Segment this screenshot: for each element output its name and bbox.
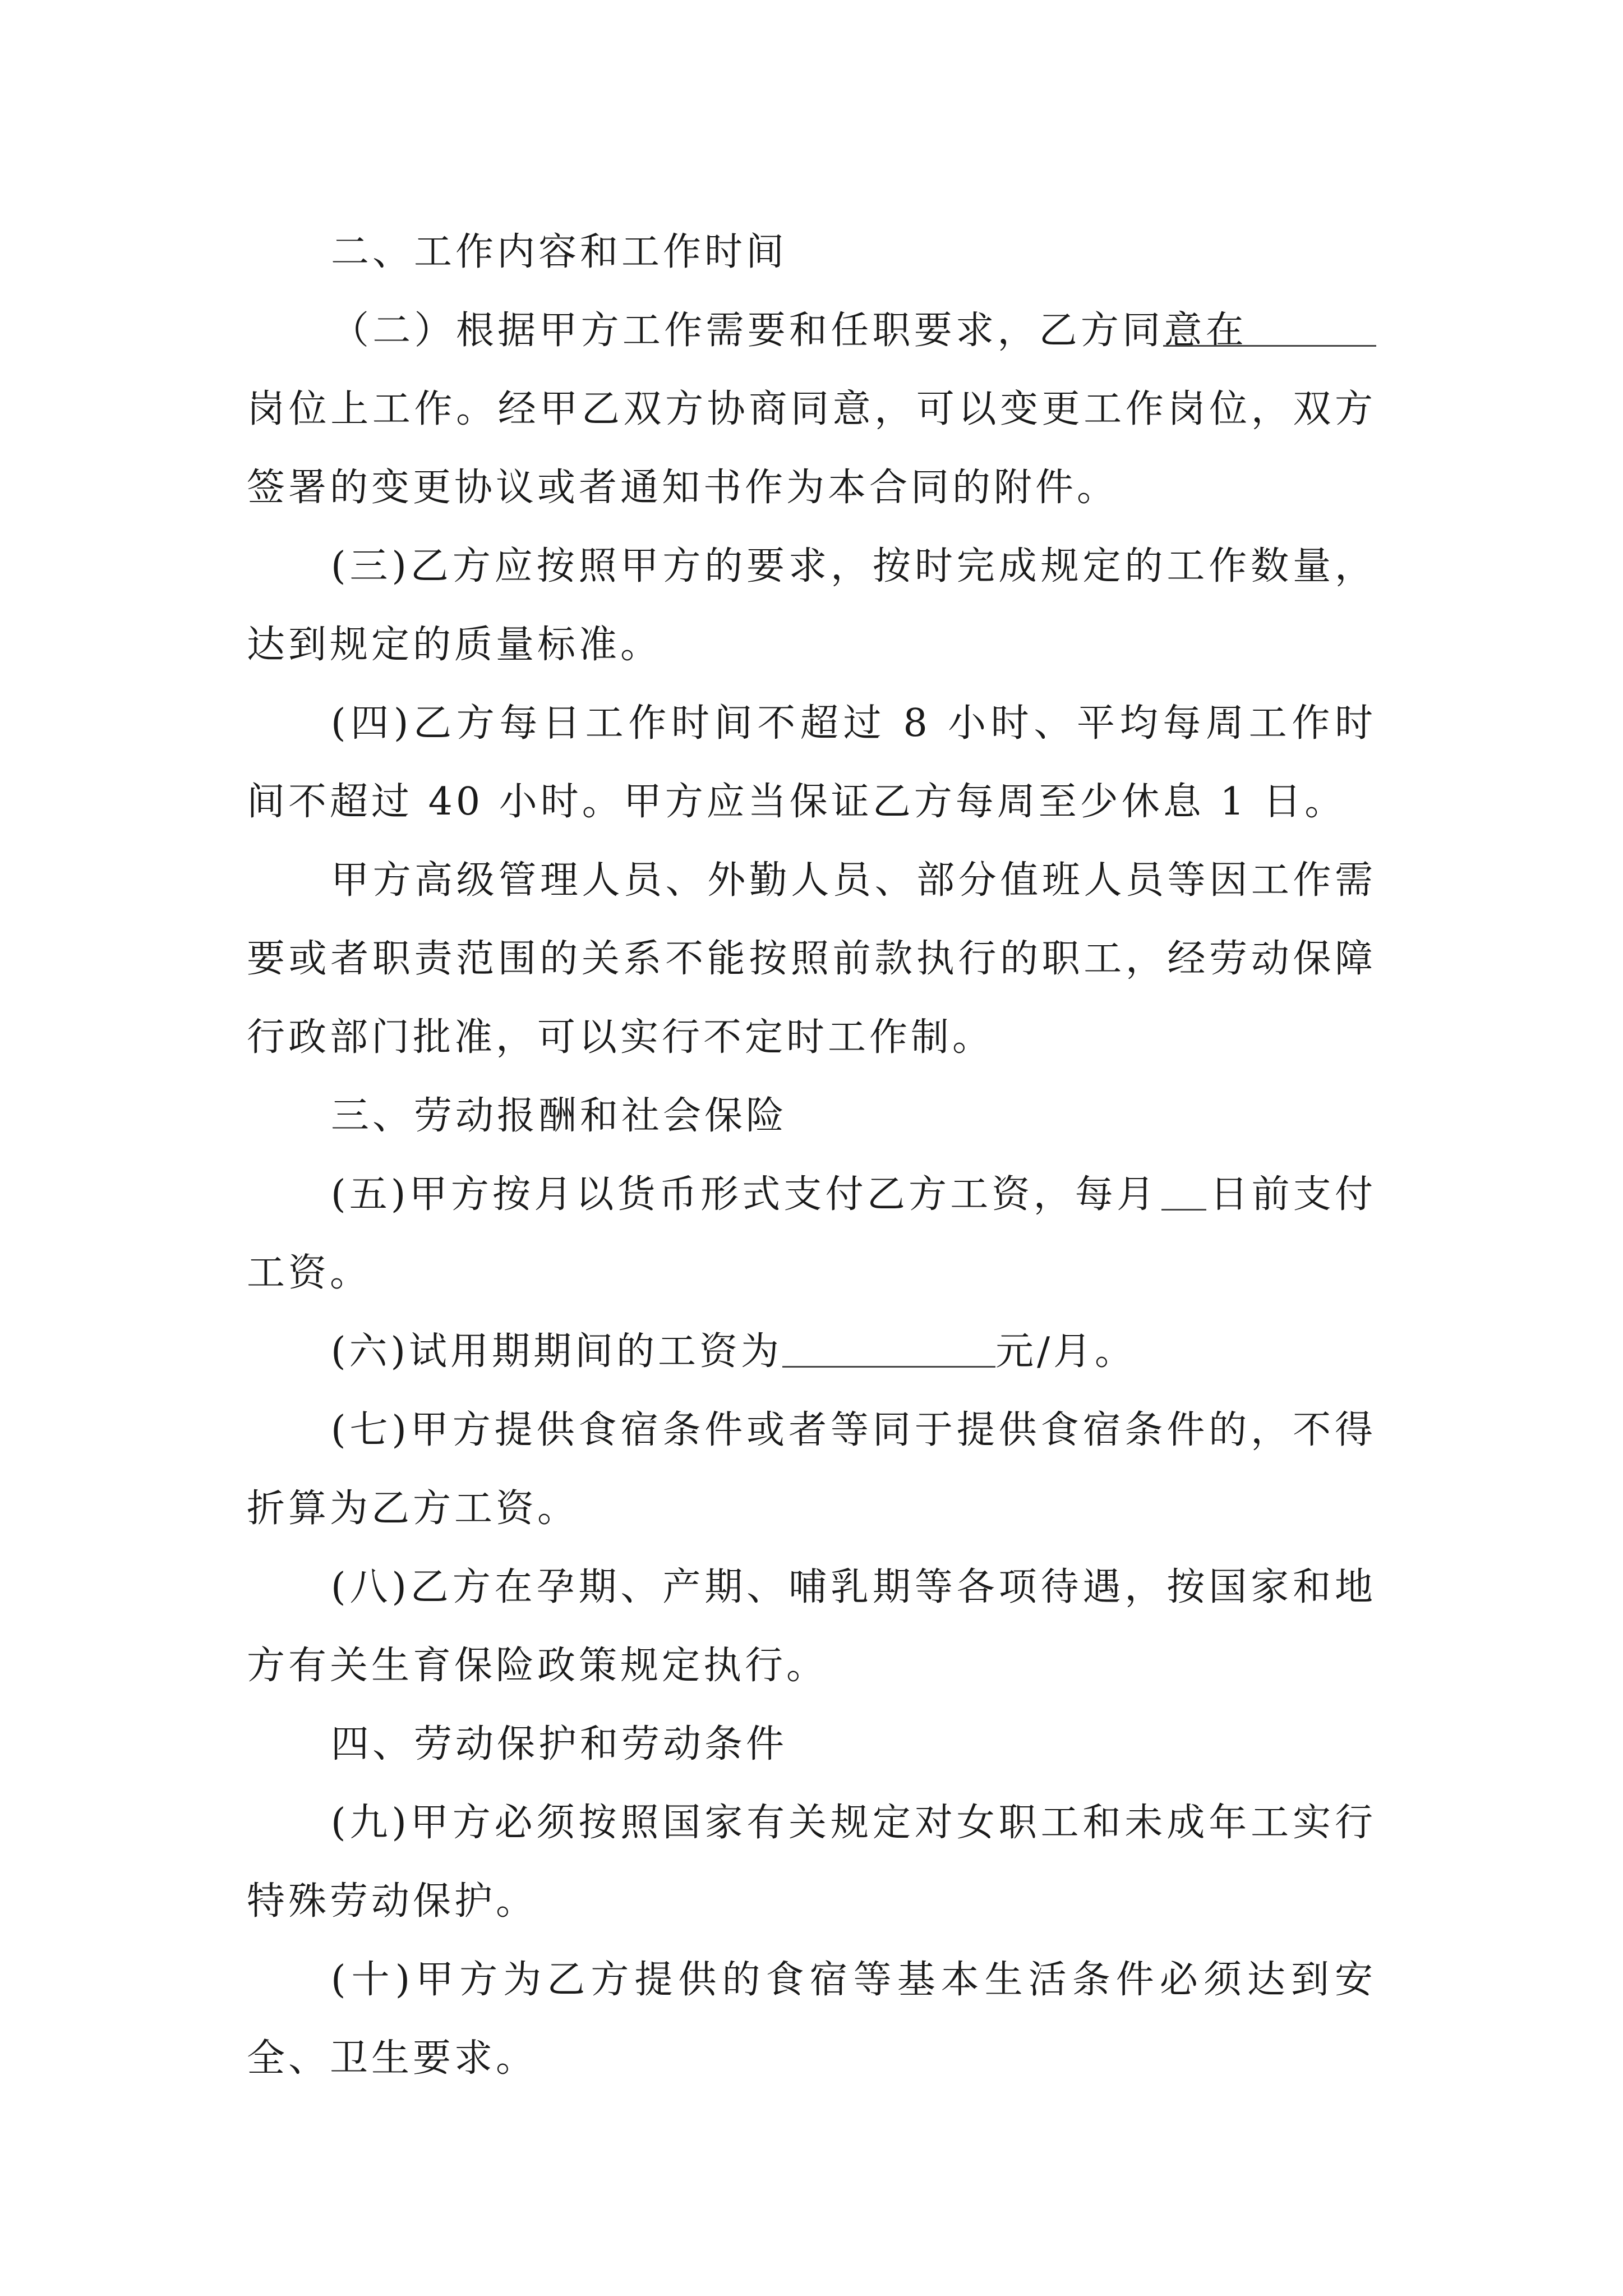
probation-wage-blank <box>782 1332 995 1368</box>
document-body <box>247 213 1376 2098</box>
clause-9: (九)甲方必须按照国家有关规定对女职工和未成年工实行特殊劳动保护。 <box>247 1801 1376 1924</box>
clause-4-paragraph-2: 甲方高级管理人员、外勤人员、部分值班人员等因工作需要或者职责范围的关系不能按照前款执行的职工，经劳动保障行政部门批准，可以实行不定时工作制。 <box>247 858 1376 1060</box>
clause-2-text-a: （二）根据甲方工作需要和任职要求，乙方同意在 <box>331 309 1247 353</box>
clause-6-text-a: (六)试用期期间的工资为 <box>331 1329 783 1374</box>
clause-2 <box>247 292 1376 527</box>
section-heading-work-content: 二、工作内容和工作时间 <box>331 230 788 274</box>
clause-6-text-b: 元/月。 <box>995 1329 1136 1374</box>
pay-day-blank <box>1161 1175 1206 1211</box>
clause-6 <box>247 1313 1376 1391</box>
clause-5-text-b: 日前支付工资。 <box>247 1172 1376 1295</box>
clause-7: (七)甲方提供食宿条件或者等同于提供食宿条件的，不得折算为乙方工资。 <box>247 1408 1376 1531</box>
clause-5-text-a: (五)甲方按月以货币形式支付乙方工资，每月 <box>331 1172 1159 1217</box>
clause-5 <box>247 1156 1376 1313</box>
clause-3: (三)乙方应按照甲方的要求，按时完成规定的工作数量，达到规定的质量标准。 <box>247 544 1376 667</box>
clause-4: (四)乙方每日工作时间不超过 8 小时、平均每周工作时间不超过 40 小时。甲方应当保证乙方每周至少休息 1 日。 <box>247 701 1376 824</box>
clause-8: (八)乙方在孕期、产期、哺乳期等各项待遇，按国家和地方有关生育保险政策规定执行。 <box>247 1565 1376 1688</box>
position-blank <box>1163 311 1376 347</box>
clause-2-text-b: 岗位上工作。经甲乙双方协商同意，可以变更工作岗位，双方签署的变更协议或者通知书作为本合同的附件。 <box>247 387 1376 510</box>
section-heading-labor-protection: 四、劳动保护和劳动条件 <box>331 1722 788 1766</box>
section-heading-compensation: 三、劳动报酬和社会保险 <box>331 1094 788 1138</box>
clause-10: (十)甲方为乙方提供的食宿等基本生活条件必须达到安全、卫生要求。 <box>247 1958 1376 2081</box>
